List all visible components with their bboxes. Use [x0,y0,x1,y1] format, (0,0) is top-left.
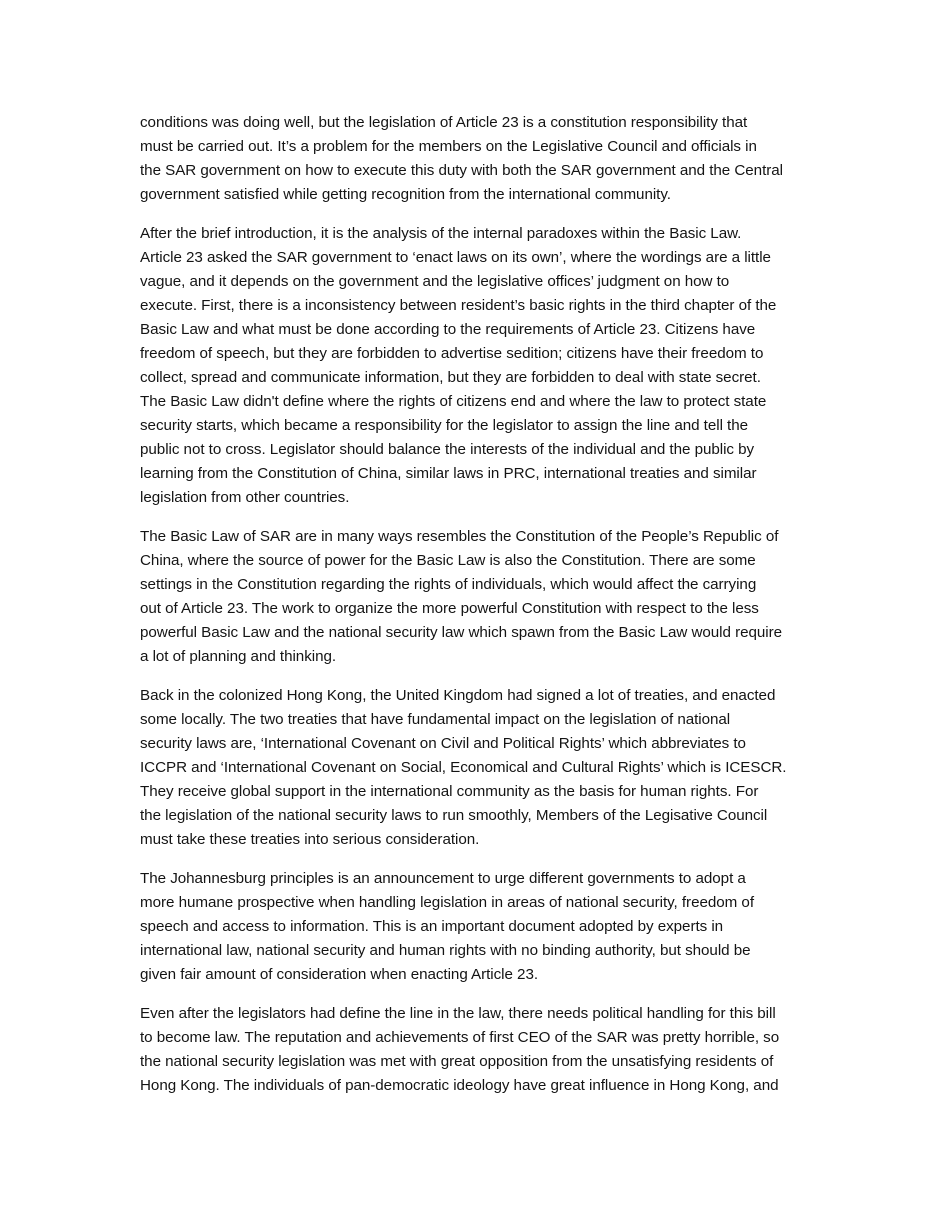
document-body [140,111,812,1113]
paragraph-2 [140,222,812,510]
text-line: The Johannesburg principles is an announcement to urge different governments to adopt a [140,870,746,887]
text-line: the national security legislation was met with great opposition from the unsatisfying residents of [140,1053,774,1070]
text-line: The Basic Law didn't define where the rights of citizens end and where the law to protect state [140,393,767,410]
text-line: settings in the Constitution regarding the rights of individuals, which would affect the carrying [140,576,757,593]
text-line: security laws are, ‘International Covenant on Civil and Political Rights’ which abbreviates to [140,735,746,752]
text-line: the SAR government on how to execute this duty with both the SAR government and the Central [140,162,783,179]
paragraph-4 [140,684,812,852]
text-line: government satisfied while getting recognition from the international community. [140,186,671,203]
text-line: Article 23 asked the SAR government to ‘enact laws on its own’, where the wordings are a little [140,249,771,266]
text-line: Even after the legislators had define the line in the law, there needs political handling for this bill [140,1005,776,1022]
text-line: powerful Basic Law and the national security law which spawn from the Basic Law would require [140,624,782,641]
text-line: learning from the Constitution of China, similar laws in PRC, international treaties and similar [140,465,757,482]
text-line: Basic Law and what must be done according to the requirements of Article 23. Citizens have [140,321,756,338]
text-line: a lot of planning and thinking. [140,648,337,665]
text-line: international law, national security and human rights with no binding authority, but should be [140,942,751,959]
text-line: out of Article 23. The work to organize the more powerful Constitution with respect to the less [140,600,759,617]
text-line: public not to cross. Legislator should balance the interests of the individual and the public by [140,441,755,458]
text-line: the legislation of the national security laws to run smoothly, Members of the Legisative Council [140,807,768,824]
text-line: freedom of speech, but they are forbidden to advertise sedition; citizens have their freedom to [140,345,764,362]
text-line: to become law. The reputation and achievements of first CEO of the SAR was pretty horrible, so [140,1029,780,1046]
paragraph-3 [140,525,812,669]
text-line: more humane prospective when handling legislation in areas of national security, freedom of [140,894,754,911]
text-line: must be carried out. It’s a problem for the members on the Legislative Council and officials in [140,138,757,155]
text-line: must take these treaties into serious consideration. [140,831,480,848]
text-line: conditions was doing well, but the legislation of Article 23 is a constitution responsibility that [140,114,748,131]
text-line: security starts, which became a responsibility for the legislator to assign the line and tell the [140,417,749,434]
text-line: execute. First, there is a inconsistency between resident’s basic rights in the third chapter of the [140,297,777,314]
text-line: speech and access to information. This is an important document adopted by experts in [140,918,724,935]
text-line: China, where the source of power for the Basic Law is also the Constitution. There are some [140,552,756,569]
text-line: Back in the colonized Hong Kong, the United Kingdom had signed a lot of treaties, and enacted [140,687,776,704]
text-line: collect, spread and communicate information, but they are forbidden to deal with state secret. [140,369,761,386]
paragraph-5 [140,867,812,987]
paragraph-6 [140,1002,812,1098]
text-line: Hong Kong. The individuals of pan-democratic ideology have great influence in Hong Kong, and [140,1077,779,1094]
text-line: After the brief introduction, it is the analysis of the internal paradoxes within the Basic Law. [140,225,742,242]
paragraph-1 [140,111,812,207]
text-line: legislation from other countries. [140,489,350,506]
text-line: They receive global support in the international community as the basis for human rights. For [140,783,759,800]
text-line: vague, and it depends on the government and the legislative offices’ judgment on how to [140,273,730,290]
text-line: The Basic Law of SAR are in many ways resembles the Constitution of the People’s Republic of [140,528,779,545]
text-line: given fair amount of consideration when enacting Article 23. [140,966,539,983]
text-line: ICCPR and ‘International Covenant on Social, Economical and Cultural Rights’ which is ICESCR. [140,759,787,776]
text-line: some locally. The two treaties that have fundamental impact on the legislation of national [140,711,731,728]
